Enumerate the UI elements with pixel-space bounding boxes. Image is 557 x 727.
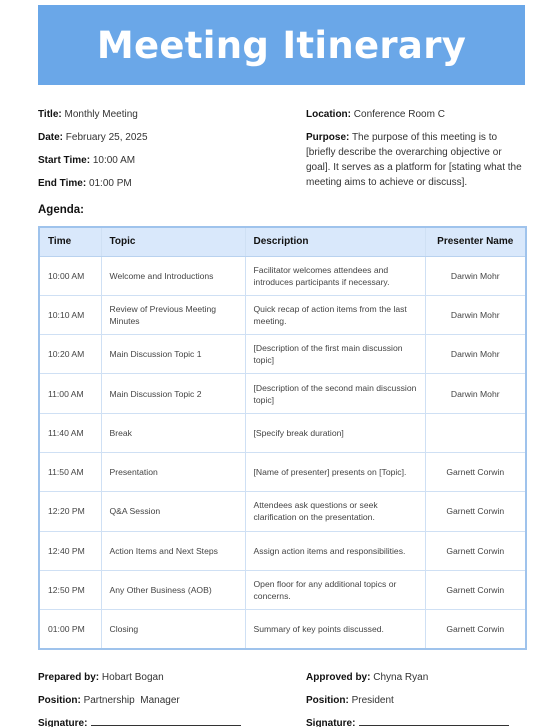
prepared-position [38, 694, 288, 707]
signature-line [359, 717, 509, 726]
approved-by-value: Chyna Ryan [373, 672, 429, 683]
cell-presenter [425, 413, 526, 452]
table-row [39, 610, 526, 649]
cell-time: 01:00 PM [39, 610, 101, 649]
prepared-by-label: Prepared by: [38, 672, 100, 683]
info-date-label: Date: [38, 132, 64, 143]
cell-description: [Description of the second main discussion topic] [245, 374, 425, 413]
cell-time: 11:00 AM [39, 374, 101, 413]
info-location-label: Location: [306, 109, 351, 120]
prepared-position-value: Partnership Manager [83, 695, 180, 706]
approved-signature [306, 717, 528, 727]
agenda-header-row [39, 227, 526, 256]
cell-time: 12:20 PM [39, 492, 101, 531]
meeting-info-right [306, 107, 528, 198]
table-row [39, 256, 526, 295]
cell-topic: Any Other Business (AOB) [101, 570, 245, 609]
column-header-time: Time [39, 227, 101, 256]
column-header-description: Description [245, 227, 425, 256]
cell-topic: Main Discussion Topic 2 [101, 374, 245, 413]
cell-description: Summary of key points discussed. [245, 610, 425, 649]
cell-description: [Specify break duration] [245, 413, 425, 452]
prepared-by [38, 671, 288, 684]
approved-position-label: Position: [306, 695, 349, 706]
info-end-label: End Time: [38, 178, 87, 189]
cell-time: 11:40 AM [39, 413, 101, 452]
info-end-value: 01:00 PM [88, 178, 132, 189]
cell-topic: Main Discussion Topic 1 [101, 335, 245, 374]
cell-presenter: Garnett Corwin [425, 610, 526, 649]
info-start-time [38, 153, 288, 168]
cell-description: Assign action items and responsibilities. [245, 531, 425, 570]
cell-topic: Presentation [101, 452, 245, 491]
info-location [306, 107, 528, 122]
page-title: Meeting Itinerary [96, 23, 467, 67]
cell-presenter: Garnett Corwin [425, 452, 526, 491]
table-row [39, 335, 526, 374]
cell-topic: Review of Previous Meeting Minutes [101, 295, 245, 334]
table-row [39, 570, 526, 609]
cell-topic: Closing [101, 610, 245, 649]
approved-section [306, 671, 528, 727]
cell-description: [Name of presenter] presents on [Topic]. [245, 452, 425, 491]
cell-time: 12:40 PM [39, 531, 101, 570]
cell-time: 10:10 AM [39, 295, 101, 334]
cell-description: Quick recap of action items from the last meeting. [245, 295, 425, 334]
cell-description: [Description of the first main discussion topic] [245, 335, 425, 374]
cell-topic: Q&A Session [101, 492, 245, 531]
title-banner [38, 5, 525, 85]
meeting-info-left [38, 107, 288, 199]
prepared-signature-label: Signature: [38, 718, 88, 727]
info-start-value: 10:00 AM [92, 155, 136, 166]
table-row [39, 295, 526, 334]
table-row [39, 452, 526, 491]
prepared-section [38, 671, 288, 727]
approved-by-label: Approved by: [306, 672, 371, 683]
prepared-signature [38, 717, 288, 727]
cell-presenter: Darwin Mohr [425, 335, 526, 374]
info-purpose-label: Purpose: [306, 132, 350, 143]
cell-presenter: Garnett Corwin [425, 492, 526, 531]
approved-position-value: President [351, 695, 394, 706]
cell-presenter: Garnett Corwin [425, 570, 526, 609]
info-purpose-value: The purpose of this meeting is to [briefly describe the overarching objective or goal]. It serves as a platform for [stating what the meeting aims to achieve or discuss]. [306, 132, 522, 188]
cell-time: 10:20 AM [39, 335, 101, 374]
prepared-by-value: Hobart Bogan [101, 672, 164, 683]
cell-description: Facilitator welcomes attendees and introduces participants if necessary. [245, 256, 425, 295]
approved-by [306, 671, 528, 684]
agenda-table [38, 226, 527, 650]
agenda-heading: Agenda: [38, 204, 84, 216]
cell-topic: Action Items and Next Steps [101, 531, 245, 570]
info-date-value: February 25, 2025 [65, 132, 148, 143]
cell-presenter: Darwin Mohr [425, 374, 526, 413]
approved-position [306, 694, 528, 707]
info-start-label: Start Time: [38, 155, 91, 166]
signature-line [91, 717, 241, 726]
table-row [39, 531, 526, 570]
cell-description: Open floor for any additional topics or concerns. [245, 570, 425, 609]
table-row [39, 413, 526, 452]
column-header-presenter: Presenter Name [425, 227, 526, 256]
cell-presenter: Darwin Mohr [425, 256, 526, 295]
approved-signature-label: Signature: [306, 718, 356, 727]
info-title-value: Monthly Meeting [64, 109, 138, 120]
info-purpose [306, 130, 528, 190]
cell-description: Attendees ask questions or seek clarification on the presentation. [245, 492, 425, 531]
cell-time: 11:50 AM [39, 452, 101, 491]
cell-topic: Break [101, 413, 245, 452]
info-title [38, 107, 288, 122]
info-location-value: Conference Room C [353, 109, 445, 120]
info-title-label: Title: [38, 109, 62, 120]
table-row [39, 492, 526, 531]
table-row [39, 374, 526, 413]
cell-topic: Welcome and Introductions [101, 256, 245, 295]
cell-time: 10:00 AM [39, 256, 101, 295]
cell-presenter: Garnett Corwin [425, 531, 526, 570]
info-date [38, 130, 288, 145]
cell-presenter: Darwin Mohr [425, 295, 526, 334]
prepared-position-label: Position: [38, 695, 81, 706]
column-header-topic: Topic [101, 227, 245, 256]
cell-time: 12:50 PM [39, 570, 101, 609]
info-end-time [38, 176, 288, 191]
